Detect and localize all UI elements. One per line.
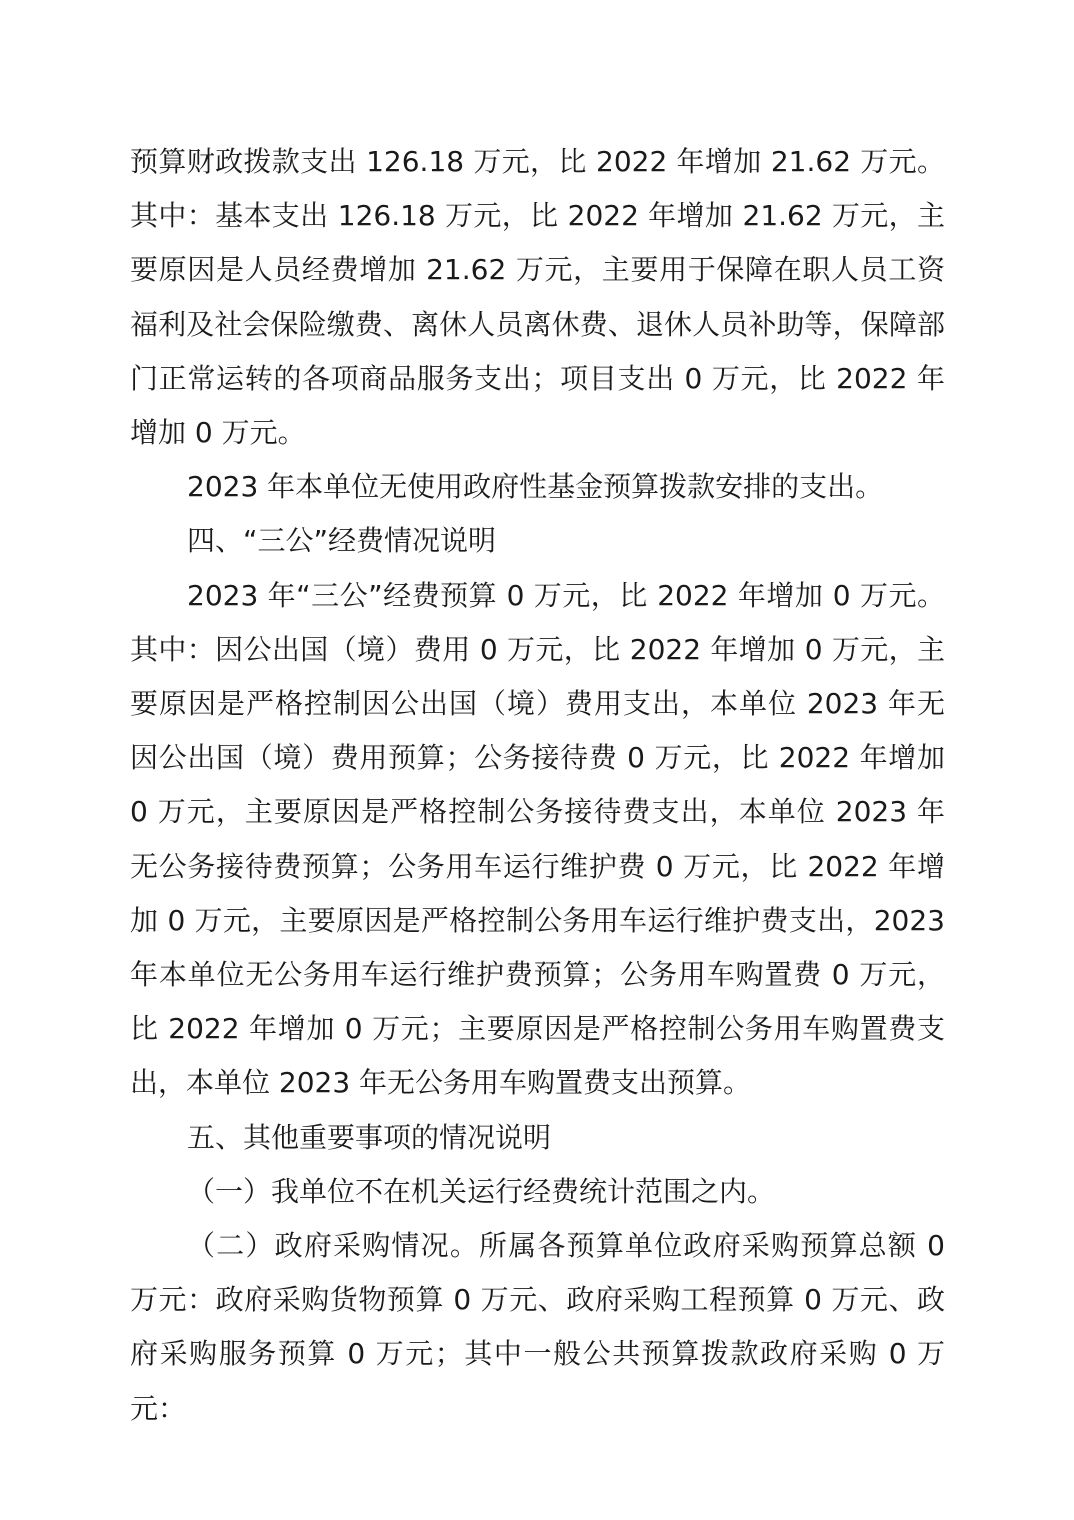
paragraph-gov-fund-spending: 2023 年本单位无使用政府性基金预算拨款安排的支出。 [187,470,884,504]
paragraph-operating-expenses: （一）我单位不在机关运行经费统计范围之内。 [187,1174,776,1208]
section-heading-three-public-expenses: 四、“三公”经费情况说明 [187,524,497,558]
document-body [130,135,945,1436]
paragraph-three-public-expenses: 2023 年“三公”经费预算 0 万元，比 2022 年增加 0 万元。其中：因公出国（境）费用 0 万元，比 2022 年增加 0 万元，主要原因是严格控制因公出国（境）费用支出，本单位 2023 年无因公出国（境）费用预算；公务接待费 0 万元，比 2022 年增加 0 万元，主要原因是严格控制公务接待费支出，本单位 2023 年无公务接待费预算；公务用车运行维护费 0 万元，比 2022 年增加 0 万元，主要原因是严格控制公务用车运行维护费支出，2023 年本单位无公务用车运行维护费预算；公务用车购置费 0 万元，比 2022 年增加 0 万元；主要原因是严格控制公务用车购置费支出，本单位 2023 年无公务用车购置费支出预算。 [130,578,945,1100]
paragraph-government-procurement: （二）政府采购情况。所属各预算单位政府采购预算总额 0 万元：政府采购货物预算 0 万元、政府采购工程预算 0 万元、政府采购服务预算 0 万元；其中一般公共预算拨款政府采购 0 万元： [130,1229,945,1425]
paragraph-general-budget-spending: 预算财政拨款支出 126.18 万元，比 2022 年增加 21.62 万元。其中：基本支出 126.18 万元，比 2022 年增加 21.62 万元，主要原因是人员经费增加 21.62 万元，主要用于保障在职人员工资福利及社会保险缴费、离休人员离休费、退休人员补助等，保障部门正常运转的各项商品服务支出；项目支出 0 万元，比 2022 年增加 0 万元。 [130,145,945,450]
section-heading-other-matters: 五、其他重要事项的情况说明 [187,1120,552,1154]
